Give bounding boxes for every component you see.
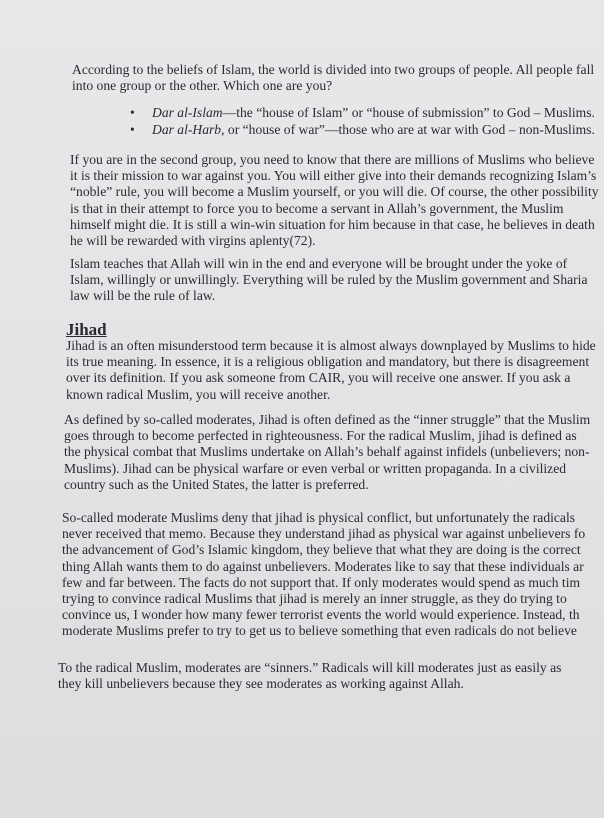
text-line: Islam teaches that Allah will win in the end and everyone will be brought under the yoke of	[70, 256, 568, 271]
text-line: the physical combat that Muslims undertake on Allah’s behalf against infidels (unbelievers; non-	[64, 444, 590, 460]
text-line: Islam, willingly or unwillingly. Everything will be ruled by the Muslim government and Sharia	[70, 272, 588, 288]
text-line: is that in their attempt to force you to become a servant in Allah’s government, the Muslim	[70, 200, 564, 216]
text-line: Muslims). Jihad can be physical warfare or even verbal or written propaganda. In a civilized	[64, 460, 567, 476]
text-line: country such as the United States, the latter is preferred.	[64, 476, 369, 492]
text-line: moderate Muslims prefer to try to get us to believe something that even radicals do not believe	[62, 623, 577, 639]
bullet-text: , or “house of war”—those who are at war with God – non-Muslims.	[221, 122, 595, 137]
allah-wins-paragraph	[70, 256, 588, 305]
text-line: According to the beliefs of Islam, the world is divided into two groups of people. All people fall	[72, 62, 595, 77]
text-line: thing Allah wants them to do against unbelievers. Moderates like to say that these individuals ar	[62, 558, 584, 574]
text-line: known radical Muslim, you will receive another.	[66, 386, 331, 402]
bullet-item-dar-al-harb	[128, 121, 595, 138]
text-line: So-called moderate Muslims deny that jihad is physical conflict, but unfortunately the radicals	[62, 510, 576, 525]
text-line: himself might die. It is still a win-win situation for him because in that case, he believes in death	[70, 216, 595, 232]
moderates-definition-paragraph	[64, 412, 590, 493]
second-group-paragraph	[70, 152, 599, 249]
text-line: never received that memo. Because they understand jihad as physical war against unbelievers fo	[62, 526, 586, 542]
text-line: it is their mission to war against you. You will either give into their demands recognizing Islam’s	[70, 168, 597, 184]
text-line: the advancement of God’s Islamic kingdom, they believe that what they are doing is the correct	[62, 542, 581, 558]
text-line: over its definition. If you ask someone from CAIR, you will receive one answer. If you ask a	[66, 370, 571, 386]
bullet-term: Dar al-Harb	[152, 122, 222, 137]
text-line: its true meaning. In essence, it is a religious obligation and mandatory, but there is disagreement	[66, 354, 590, 370]
jihad-definition-paragraph	[66, 338, 596, 403]
text-line: To the radical Muslim, moderates are “sinners.” Radicals will kill moderates just as easily as	[58, 660, 562, 675]
bullet-item-dar-al-islam	[128, 104, 595, 121]
radical-muslim-paragraph	[58, 660, 561, 692]
bullet-list	[128, 104, 595, 138]
text-line: they kill unbelievers because they see moderates as working against Allah.	[58, 676, 464, 692]
text-line: As defined by so-called moderates, Jihad is often defined as the “inner struggle” that the Muslim	[64, 412, 591, 427]
intro-paragraph	[72, 62, 594, 94]
so-called-moderates-paragraph	[62, 510, 585, 640]
text-line: convince us, I wonder how many fewer terrorist events the world would experience. Instead, th	[62, 607, 580, 623]
text-line: goes through to become perfected in righteousness. For the radical Muslim, jihad is defined as	[64, 428, 577, 444]
text-line: Jihad is an often misunderstood term because it is almost always downplayed by Muslims to hide	[66, 338, 596, 353]
text-line: few and far between. The facts do not support that. If only moderates would spend as much tim	[62, 574, 581, 590]
section-heading-jihad: Jihad	[66, 320, 107, 339]
bullet-text: —the “house of Islam” or “house of submission” to God – Muslims.	[222, 105, 595, 120]
text-line: law will be the rule of law.	[70, 288, 216, 304]
text-line: into one group or the other. Which one are you?	[72, 78, 333, 94]
text-line: “noble” rule, you will become a Muslim yourself, or you will die. Of course, the other possibility	[70, 184, 599, 200]
text-line: he will be rewarded with virgins aplenty(72).	[70, 233, 316, 249]
text-line: If you are in the second group, you need to know that there are millions of Muslims who believe	[70, 152, 595, 167]
bullet-term: Dar al-Islam	[152, 105, 223, 120]
text-line: trying to convince radical Muslims that jihad is merely an inner struggle, as they do trying to	[62, 591, 567, 607]
